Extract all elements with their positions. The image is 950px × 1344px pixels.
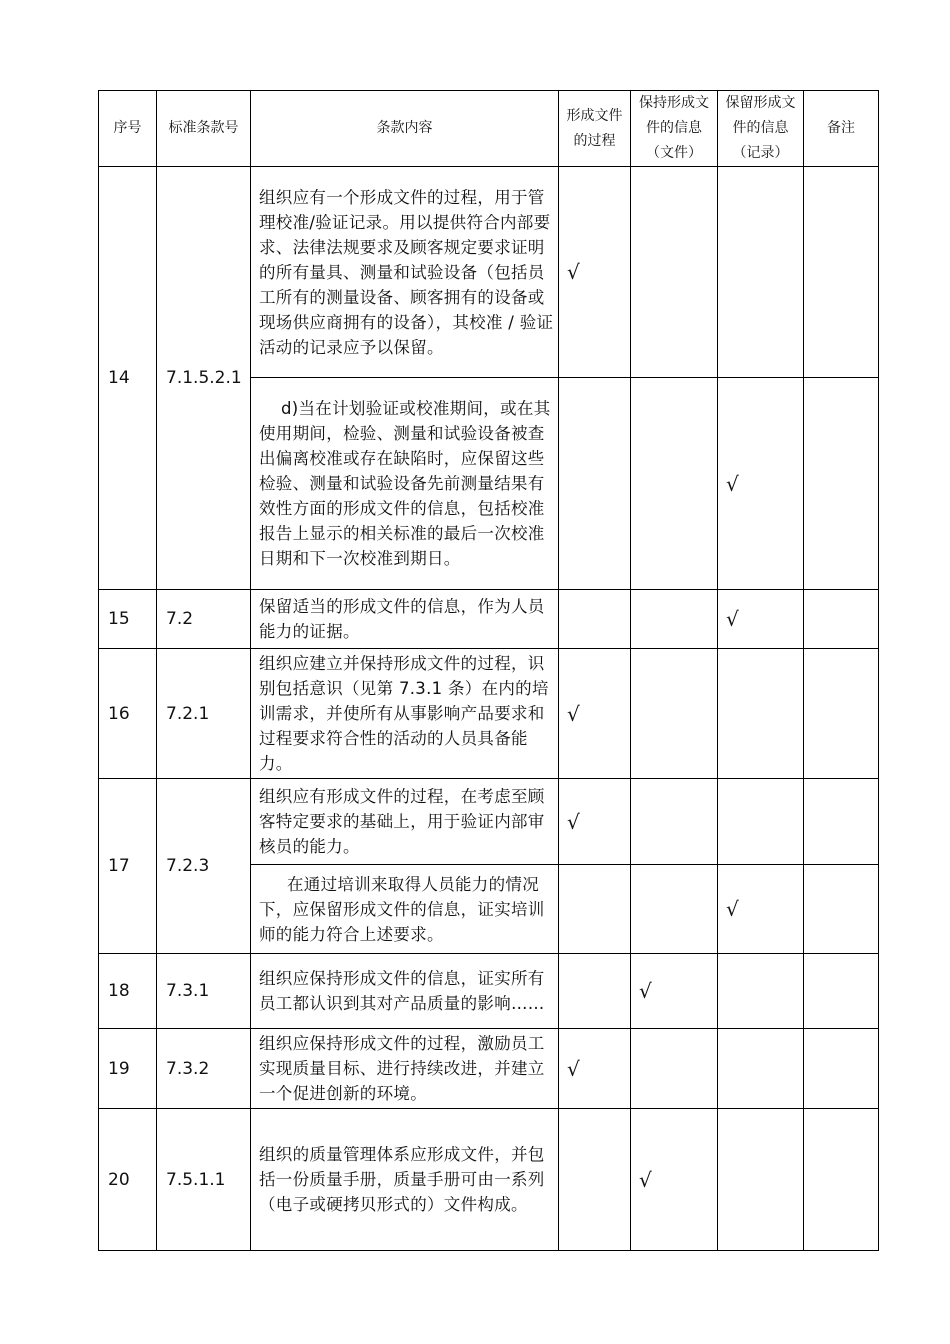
- clause-cell: 7.3.2: [157, 1029, 251, 1109]
- check-record: √: [718, 378, 804, 590]
- check-document: √: [631, 1109, 718, 1251]
- check-process: [559, 590, 631, 649]
- check-process: [559, 865, 631, 954]
- check-record: [718, 649, 804, 779]
- header-clause-no: 标准条款号: [157, 91, 251, 167]
- remarks-cell: [804, 590, 879, 649]
- check-process: [559, 954, 631, 1029]
- clause-table: [98, 90, 879, 1251]
- remarks-cell: [804, 378, 879, 590]
- remarks-cell: [804, 649, 879, 779]
- seq-cell: 18: [99, 954, 157, 1029]
- check-process: √: [559, 1029, 631, 1109]
- table-row: [99, 779, 879, 865]
- check-process: √: [559, 167, 631, 378]
- seq-cell: 15: [99, 590, 157, 649]
- check-document: [631, 1029, 718, 1109]
- check-document: [631, 649, 718, 779]
- header-maintain-info: 保持形成文件的信息（文件）: [631, 91, 718, 167]
- check-process: [559, 378, 631, 590]
- seq-cell: 17: [99, 779, 157, 954]
- header-content: 条款内容: [251, 91, 559, 167]
- table-row: [99, 167, 879, 378]
- table-row: [99, 649, 879, 779]
- clause-cell: 7.2: [157, 590, 251, 649]
- header-remarks: 备注: [804, 91, 879, 167]
- content-cell: [251, 865, 559, 954]
- remarks-cell: [804, 167, 879, 378]
- check-document: [631, 590, 718, 649]
- check-record: √: [718, 590, 804, 649]
- clause-cell: 7.3.1: [157, 954, 251, 1029]
- check-process: [559, 1109, 631, 1251]
- content-cell: 组织应有一个形成文件的过程，用于管理校准/验证记录。用以提供符合内部要求、法律法规要求及顾客规定要求证明的所有量具、测量和试验设备（包括员工所有的测量设备、顾客拥有的设备或现场供应商拥有的设备），其校准 / 验证活动的记录应予以保留。: [251, 167, 559, 378]
- content-cell: 组织应保持形成文件的过程，激励员工实现质量目标、进行持续改进，并建立一个促进创新的环境。: [251, 1029, 559, 1109]
- check-document: [631, 779, 718, 865]
- header-row: [99, 91, 879, 167]
- clause-cell: 7.2.1: [157, 649, 251, 779]
- content-cell: 组织的质量管理体系应形成文件，并包括一份质量手册，质量手册可由一系列（电子或硬拷贝形式的）文件构成。: [251, 1109, 559, 1251]
- content-cell: 组织应建立并保持形成文件的过程，识别包括意识（见第 7.3.1 条）在内的培训需求，并使所有从事影响产品要求和过程要求符合性的活动的人员具备能力。: [251, 649, 559, 779]
- remarks-cell: [804, 865, 879, 954]
- header-form-process: 形成文件的过程: [559, 91, 631, 167]
- header-retain-info: 保留形成文件的信息（记录）: [718, 91, 804, 167]
- check-record: [718, 1029, 804, 1109]
- check-document: [631, 167, 718, 378]
- check-record: √: [718, 865, 804, 954]
- check-record: [718, 167, 804, 378]
- check-record: [718, 779, 804, 865]
- content-text: d)当在计划验证或校准期间，或在其使用期间，检验、测量和试验设备被查出偏离校准或存在缺陷时，应保留这些检验、测量和试验设备先前测量结果有效性方面的形成文件的信息，包括校准报告上显示的相关标准的最后一次校准日期和下一次校准到期日。: [259, 399, 551, 568]
- check-process: √: [559, 649, 631, 779]
- seq-cell: 14: [99, 167, 157, 590]
- check-document: √: [631, 954, 718, 1029]
- remarks-cell: [804, 954, 879, 1029]
- check-process: √: [559, 779, 631, 865]
- check-record: [718, 954, 804, 1029]
- content-cell: 组织应保持形成文件的信息，证实所有员工都认识到其对产品质量的影响……: [251, 954, 559, 1029]
- clause-cell: 7.1.5.2.1: [157, 167, 251, 590]
- table-row: [99, 954, 879, 1029]
- content-text: 在通过培训来取得人员能力的情况下，应保留形成文件的信息，证实培训师的能力符合上述要求。: [259, 874, 545, 944]
- table-row: [99, 1109, 879, 1251]
- remarks-cell: [804, 779, 879, 865]
- clause-cell: 7.2.3: [157, 779, 251, 954]
- content-cell: 保留适当的形成文件的信息，作为人员能力的证据。: [251, 590, 559, 649]
- table-row: [99, 590, 879, 649]
- check-document: [631, 378, 718, 590]
- check-record: [718, 1109, 804, 1251]
- header-seq: 序号: [99, 91, 157, 167]
- content-cell: [251, 378, 559, 590]
- content-cell: 组织应有形成文件的过程，在考虑至顾客特定要求的基础上，用于验证内部审核员的能力。: [251, 779, 559, 865]
- seq-cell: 16: [99, 649, 157, 779]
- clause-cell: 7.5.1.1: [157, 1109, 251, 1251]
- seq-cell: 19: [99, 1029, 157, 1109]
- seq-cell: 20: [99, 1109, 157, 1251]
- remarks-cell: [804, 1029, 879, 1109]
- remarks-cell: [804, 1109, 879, 1251]
- table-row: [99, 1029, 879, 1109]
- check-document: [631, 865, 718, 954]
